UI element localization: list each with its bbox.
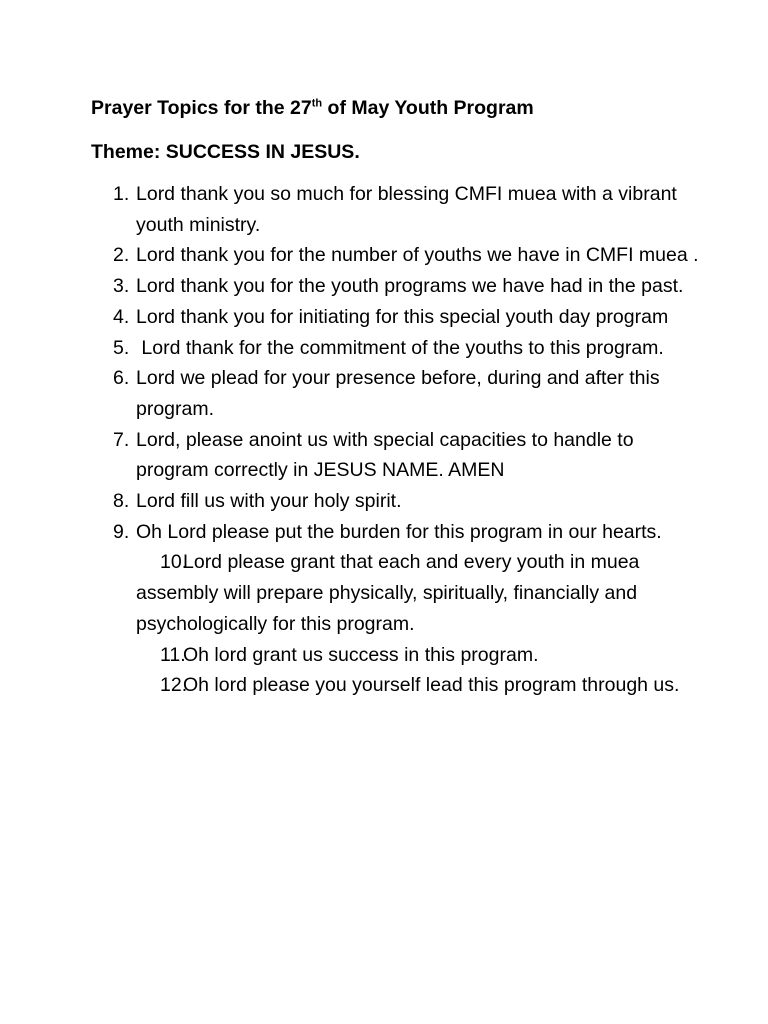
item-number: 8. <box>113 490 130 513</box>
item-text: Lord thank you so much for blessing CMFI muea with a vibrant youth ministry. <box>136 183 677 236</box>
item-text: Oh Lord please put the burden for this program in our hearts. <box>136 520 662 543</box>
list-item <box>91 179 711 240</box>
item-text: Lord thank you for the number of youths we have in CMFI muea . <box>136 244 699 267</box>
item-number: 7. <box>113 428 130 451</box>
item-number: 3. <box>113 275 130 298</box>
item-text: Lord we plead for your presence before, during and after this program. <box>136 367 660 420</box>
item-text: Oh lord grant us success in this program. <box>183 643 539 666</box>
list-item <box>91 640 711 671</box>
title-superscript: th <box>311 97 323 110</box>
list-item <box>91 240 711 271</box>
list-item <box>91 425 711 486</box>
item-text: Lord thank you for initiating for this special youth day program <box>136 305 669 328</box>
item-text: Lord fill us with your holy spirit. <box>136 490 402 513</box>
list-item <box>91 670 711 701</box>
item-number: 1. <box>113 183 130 205</box>
list-item <box>91 517 711 548</box>
title-suffix: of May Youth Program <box>322 97 534 119</box>
prayer-topics-list <box>91 179 711 701</box>
list-item <box>91 271 711 302</box>
item-number: 10. <box>160 551 188 574</box>
item-number: 11. <box>160 643 186 666</box>
document-title <box>91 94 711 122</box>
item-text: Lord please grant that each and every youth in muea assembly will prepare physically, spiritually, financially and psychologically for this program. <box>136 551 640 635</box>
item-text: Lord thank you for the youth programs we have had in the past. <box>136 275 684 298</box>
item-number: 9. <box>113 520 130 543</box>
list-item <box>91 363 711 424</box>
item-number: 4. <box>113 305 130 328</box>
item-text: Lord thank for the commitment of the youths to this program. <box>136 336 664 359</box>
item-number: 6. <box>113 367 130 390</box>
item-text: Oh lord please you yourself lead this program through us. <box>183 674 680 697</box>
list-item <box>91 547 711 639</box>
title-prefix: Prayer Topics for the 27 <box>91 97 312 119</box>
list-item <box>91 302 711 333</box>
document-page <box>91 94 711 701</box>
document-theme: Theme: SUCCESS IN JESUS. <box>91 141 360 163</box>
item-number: 12. <box>160 674 188 697</box>
list-item <box>91 333 711 364</box>
item-number: 5. <box>113 336 130 359</box>
item-text: Lord, please anoint us with special capacities to handle to program correctly in JESUS NAME. AMEN <box>136 428 634 482</box>
list-item <box>91 486 711 517</box>
item-number: 2. <box>113 244 130 267</box>
